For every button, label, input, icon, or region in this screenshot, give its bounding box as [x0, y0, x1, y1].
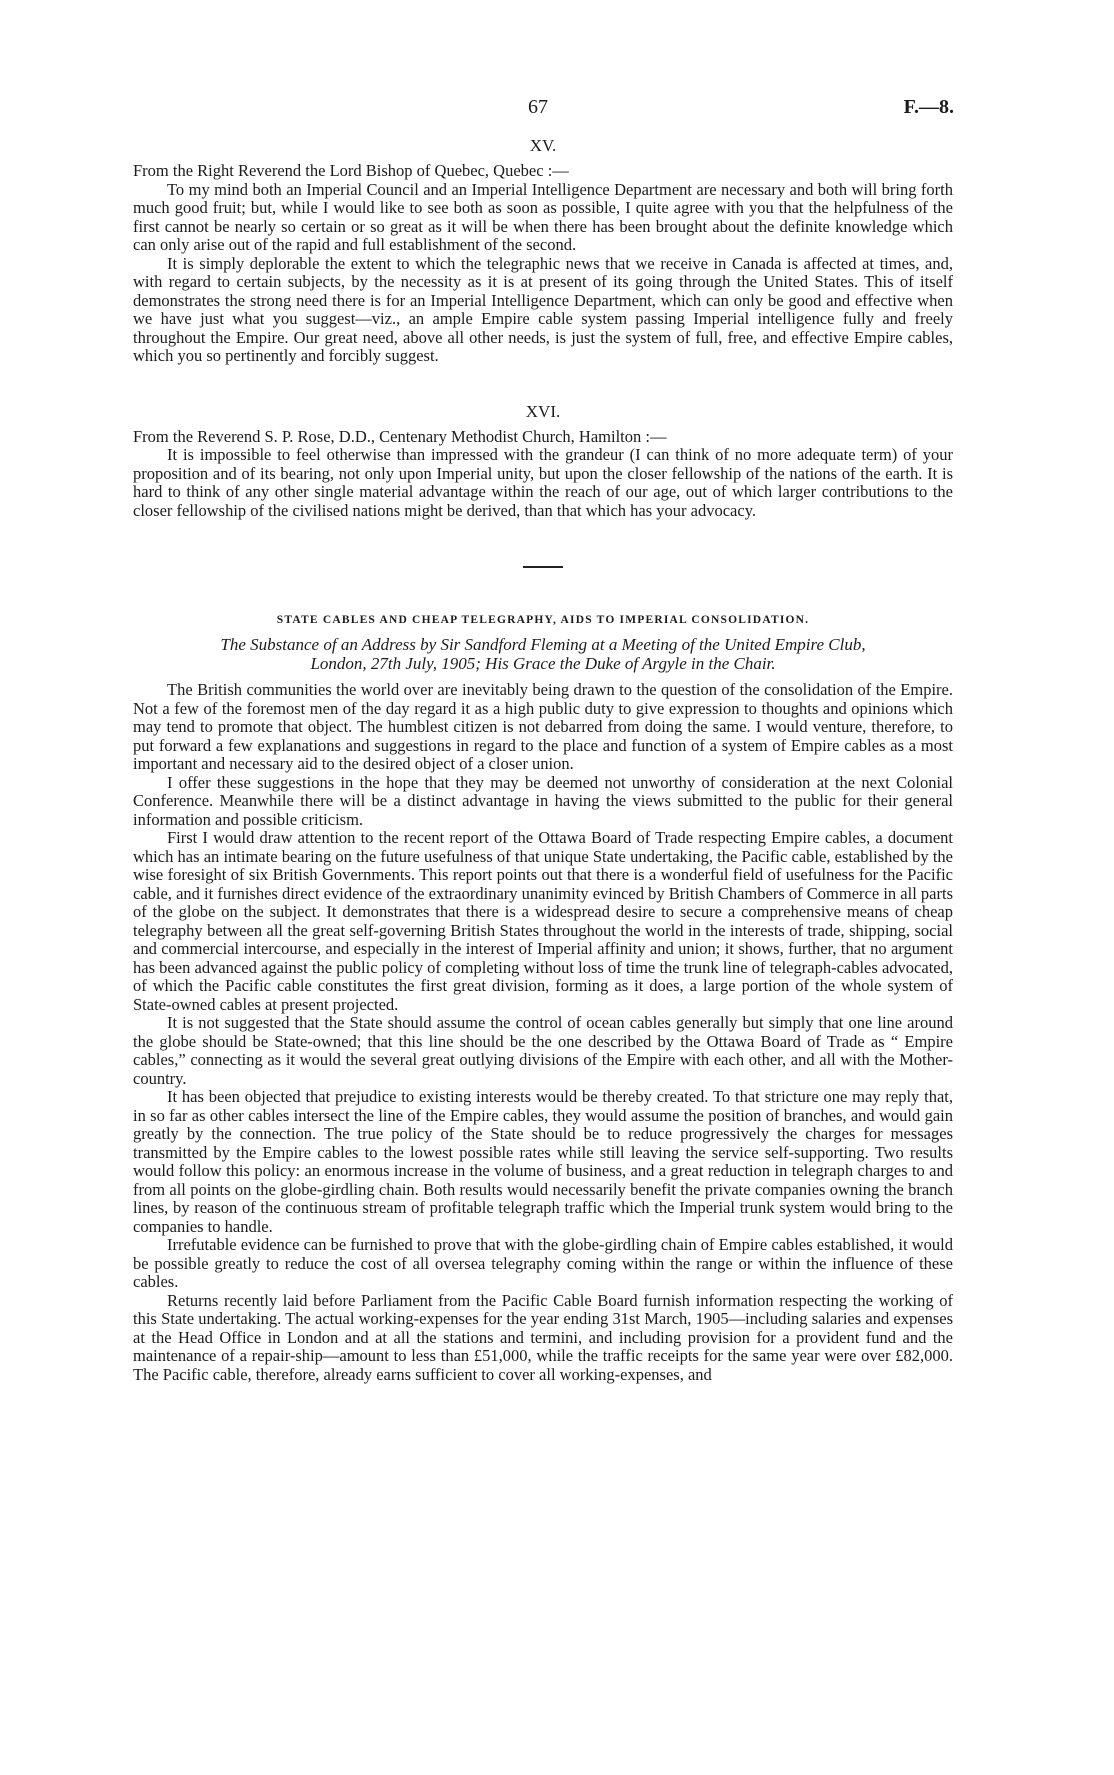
article-subtitle	[133, 635, 953, 673]
paragraph: I offer these suggestions in the hope that they may be deemed not unworthy of consideration at the next Colonial Conference. Meanwhile there will be a distinct advantage in having the views submitted to the public for their general information and possible criticism.	[133, 772, 953, 829]
paragraph: Returns recently laid before Parliament from the Pacific Cable Board furnish information respecting the working of this State undertaking. The actual working-expenses for the year ending 31st March, 1905—including salaries and expenses at the Head Office in London and at all the stations and termini, and including provision for a provident fund and the maintenance of a repair-ship—amount to less than £51,000, while the traffic receipts for the same year were over £82,000. The Pacific cable, therefore, already earns sufficient to cover all working-expenses, and	[133, 1290, 953, 1384]
paragraph: It is not suggested that the State should assume the control of ocean cables generally but simply that one line around the globe should be State-owned; that this line should be the one described by the Ottawa Board of Trade as “ Empire cables,” connecting as it would the several great outlying divisions of the Empire with each other, and all with the Mother-country.	[133, 1013, 953, 1088]
section-xv	[133, 136, 953, 366]
page-body	[133, 136, 953, 1384]
article-title: STATE CABLES AND CHEAP TELEGRAPHY, AIDS TO IMPERIAL CONSOLIDATION.	[276, 614, 810, 626]
paragraph: First I would draw attention to the recent report of the Ottawa Board of Trade respecting Empire cables, a document which has an intimate bearing on the future usefulness of that unique State undertaking, the Pacific cable, established by the wise foresight of six British Governments. This report points out that there is a wonderful field of usefulness for the Pacific cable, and it furnishes direct evidence of the extraordinary unanimity evinced by British Chambers of Commerce in all parts of the globe on the subject. It demonstrates that there is a widespread desire to secure a comprehensive means of cheap telegraphy between all the great self-governing British States throughout the world in the interests of trade, shipping, social and commercial intercourse, and especially in the interest of Imperial affinity and union; it shows, further, that no argument has been advanced against the public policy of completing without loss of time the trunk line of telegraph-cables advocated, of which the Pacific cable constitutes the first great division, forming as it does, a large portion of the whole system of State-owned cables at present projected.	[133, 828, 953, 1014]
document-code: F.—8.	[903, 96, 954, 118]
letter-attribution: From the Reverend S. P. Rose, D.D., Centenary Methodist Church, Hamilton :—	[133, 426, 667, 446]
section-number: XV.	[529, 136, 557, 155]
paragraph: It is simply deplorable the extent to which the telegraphic news that we receive in Canada is affected at times, and, with regard to certain subjects, by the necessity as it is at present of its going through the United States. This of itself demonstrates the strong need there is for an Imperial Intelligence Department, which can only be good and effective when we have just what you suggest—viz., an ample Empire cable system passing Imperial intelligence fully and freely throughout the Empire. Our great need, above all other needs, is just the system of full, free, and effective Empire cables, which you so pertinently and forcibly suggest.	[133, 253, 953, 365]
article	[133, 612, 953, 1384]
paragraph: It is impossible to feel otherwise than impressed with the grandeur (I can think of no more adequate term) of your proposition and of its bearing, not only upon Imperial unity, but upon the closer fellowship of the nations of the earth. It is hard to think of any other single material advantage within the reach of our age, out of which larger contributions to the closer fellowship of the civilised nations might be derived, than that which has your advocacy.	[133, 445, 953, 520]
article-subtitle-line: The Substance of an Address by Sir Sandford Fleming at a Meeting of the United Empire Club,	[220, 635, 866, 654]
paragraph: To my mind both an Imperial Council and an Imperial Intelligence Department are necessary and both will bring forth much good fruit; but, while I would like to see both as soon as possible, I quite agree with you that the helpfulness of the first cannot be nearly so certain or so great as it will be when there has been brought about the definite knowledge which can only arise out of the rapid and full establishment of the second.	[133, 179, 953, 254]
paragraph: The British communities the world over are inevitably being drawn to the question of the consolidation of the Empire. Not a few of the foremost men of the day regard it as a high public duty to give expression to thoughts and opinions which may tend to promote that object. The humblest citizen is not debarred from doing the same. I would venture, therefore, to put forward a few explanations and suggestions in regard to the place and function of a system of Empire cables as a most important and necessary aid to the desired object of a closer union.	[133, 680, 953, 773]
section-spacer	[133, 366, 953, 402]
section-xvi	[133, 402, 953, 521]
page-number: 67	[528, 96, 548, 118]
paragraph: It has been objected that prejudice to existing interests would be thereby created. To that stricture one may reply that, in so far as other cables intersect the line of the Empire cables, they would assume the position of branches, and would gain greatly by the connection. The true policy of the State should be to reduce progressively the charges for messages transmitted by the Empire cables to the lowest possible rates while still leaving the service self-supporting. Two results would follow this policy: an enormous increase in the volume of business, and a great reduction in telegraph charges to and from all points on the globe-girdling chain. Both results would necessarily benefit the private companies owning the branch lines, by reason of the continuous stream of profitable telegraph traffic which the Imperial trunk system would bring to the companies to handle.	[133, 1087, 953, 1236]
section-divider	[523, 566, 563, 568]
article-subtitle-line: London, 27th July, 1905; His Grace the Duke of Argyle in the Chair.	[310, 654, 776, 673]
paragraph: Irrefutable evidence can be furnished to prove that with the globe-girdling chain of Empire cables established, it would be possible greatly to reduce the cost of all oversea telegraphy coming within the range or within the influence of these cables.	[133, 1235, 953, 1291]
letter-attribution: From the Right Reverend the Lord Bishop of Quebec, Quebec :—	[133, 161, 569, 180]
section-number: XVI.	[525, 401, 561, 421]
running-head	[0, 96, 1114, 126]
